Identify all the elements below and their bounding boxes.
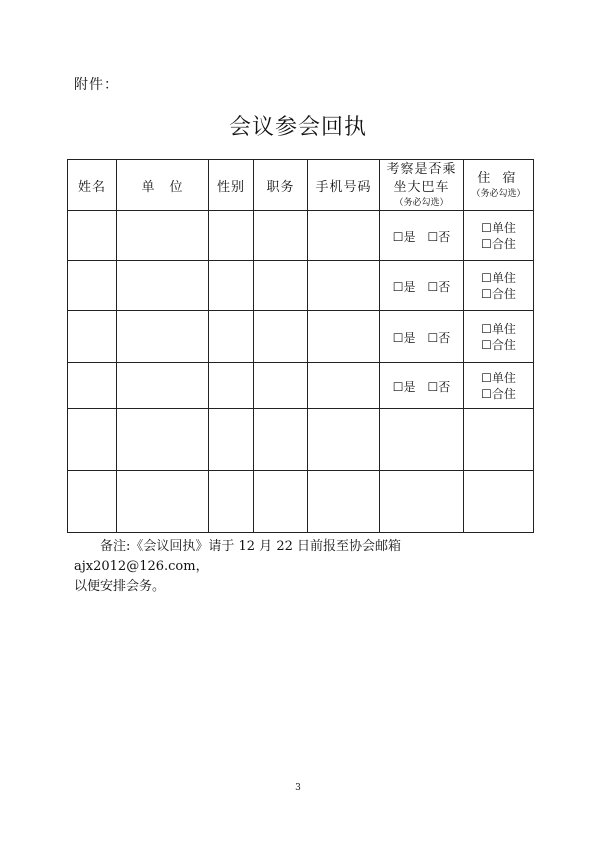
cell-stay [464, 409, 534, 471]
header-position: 职务 [254, 160, 308, 211]
checkbox-icon[interactable]: ☐ [392, 331, 404, 345]
checkbox-icon[interactable]: ☐ [427, 380, 439, 394]
stay-single-label: 单住 [491, 370, 516, 385]
cell-position[interactable] [254, 471, 308, 533]
cell-phone[interactable] [308, 211, 380, 261]
cell-name[interactable] [68, 363, 117, 409]
cell-position[interactable] [254, 409, 308, 471]
stay-shared-option[interactable] [481, 338, 516, 352]
header-name: 姓名 [68, 160, 117, 211]
checkbox-icon[interactable]: ☐ [481, 220, 492, 235]
cell-position[interactable] [254, 211, 308, 261]
cell-unit[interactable] [117, 261, 209, 311]
bus-yes-label: 是 [403, 230, 416, 244]
checkbox-icon[interactable]: ☐ [481, 386, 492, 401]
bus-yes-label: 是 [403, 280, 416, 294]
stay-single-label: 单住 [491, 321, 516, 336]
remark-line1: 备注:《会议回执》请于 12 月 22 日前报至协会邮箱 ajx2012@126.com， [74, 539, 401, 574]
stay-shared-option[interactable] [481, 287, 516, 301]
cell-phone[interactable] [308, 409, 380, 471]
cell-gender[interactable] [209, 363, 254, 409]
cell-phone[interactable] [308, 363, 380, 409]
cell-unit[interactable] [117, 409, 209, 471]
cell-unit[interactable] [117, 471, 209, 533]
cell-stay [464, 471, 534, 533]
page-number: 3 [295, 783, 301, 793]
cell-name[interactable] [68, 311, 117, 363]
cell-bus [380, 409, 464, 471]
header-phone: 手机号码 [308, 160, 380, 211]
cell-phone[interactable] [308, 261, 380, 311]
stay-single-option[interactable] [481, 371, 516, 385]
stay-single-option[interactable] [481, 221, 516, 235]
cell-gender[interactable] [209, 261, 254, 311]
stay-shared-label: 合住 [491, 337, 516, 352]
bus-no-label: 否 [438, 331, 451, 345]
attachment-label: 附件： [74, 77, 119, 93]
checkbox-icon[interactable]: ☐ [481, 370, 492, 385]
checkbox-icon[interactable]: ☐ [481, 337, 492, 352]
cell-gender[interactable] [209, 211, 254, 261]
bus-no-option[interactable] [428, 280, 451, 294]
cell-name[interactable] [68, 409, 117, 471]
header-bus-note: （务必勾选） [394, 198, 449, 208]
cell-gender[interactable] [209, 311, 254, 363]
bus-yes-option[interactable] [393, 380, 416, 394]
cell-stay [464, 363, 534, 409]
cell-stay [464, 211, 534, 261]
cell-name[interactable] [68, 471, 117, 533]
bus-no-label: 否 [438, 280, 451, 294]
bus-yes-label: 是 [403, 380, 416, 394]
stay-single-option[interactable] [481, 271, 516, 285]
stay-shared-label: 合住 [491, 286, 516, 301]
header-unit: 单 位 [117, 160, 209, 211]
bus-yes-option[interactable] [393, 280, 416, 294]
checkbox-icon[interactable]: ☐ [427, 280, 439, 294]
header-gender: 性别 [209, 160, 254, 211]
bus-no-label: 否 [438, 380, 451, 394]
bus-no-option[interactable] [428, 331, 451, 345]
cell-bus [380, 363, 464, 409]
cell-phone[interactable] [308, 471, 380, 533]
table-row [68, 409, 534, 471]
stay-shared-label: 合住 [491, 236, 516, 251]
header-stay-label: 住 宿 [477, 171, 520, 186]
stay-shared-label: 合住 [491, 386, 516, 401]
cell-phone[interactable] [308, 311, 380, 363]
cell-stay [464, 311, 534, 363]
registration-table [67, 159, 534, 533]
remark-line2: 以便安排会务。 [74, 579, 166, 594]
checkbox-icon[interactable]: ☐ [427, 230, 439, 244]
cell-position[interactable] [254, 363, 308, 409]
table-row [68, 471, 534, 533]
cell-bus [380, 471, 464, 533]
table-body [68, 211, 534, 533]
cell-unit[interactable] [117, 363, 209, 409]
table-row [68, 311, 534, 363]
stay-single-label: 单住 [491, 220, 516, 235]
bus-no-option[interactable] [428, 230, 451, 244]
stay-single-label: 单住 [491, 270, 516, 285]
form-title: 会议参会回执 [228, 115, 367, 140]
header-stay [464, 160, 534, 211]
checkbox-icon[interactable]: ☐ [481, 270, 492, 285]
bus-no-label: 否 [438, 230, 451, 244]
checkbox-icon[interactable]: ☐ [392, 280, 404, 294]
header-bus [380, 160, 464, 211]
cell-unit[interactable] [117, 211, 209, 261]
checkbox-icon[interactable]: ☐ [392, 230, 404, 244]
checkbox-icon[interactable]: ☐ [392, 380, 404, 394]
checkbox-icon[interactable]: ☐ [481, 236, 492, 251]
checkbox-icon[interactable]: ☐ [427, 331, 439, 345]
bus-yes-label: 是 [403, 331, 416, 345]
cell-bus [380, 311, 464, 363]
remark [74, 537, 534, 597]
cell-gender[interactable] [209, 471, 254, 533]
cell-position[interactable] [254, 311, 308, 363]
stay-shared-option[interactable] [481, 237, 516, 251]
bus-yes-option[interactable] [393, 230, 416, 244]
cell-bus [380, 261, 464, 311]
stay-single-option[interactable] [481, 322, 516, 336]
checkbox-icon[interactable]: ☐ [481, 321, 492, 336]
cell-unit[interactable] [117, 311, 209, 363]
cell-position[interactable] [254, 261, 308, 311]
header-stay-note: （务必勾选） [471, 189, 526, 199]
table-row [68, 261, 534, 311]
cell-bus [380, 211, 464, 261]
checkbox-icon[interactable]: ☐ [481, 286, 492, 301]
cell-name[interactable] [68, 211, 117, 261]
stay-shared-option[interactable] [481, 387, 516, 401]
table-row [68, 211, 534, 261]
cell-gender[interactable] [209, 409, 254, 471]
table-header-row [68, 160, 534, 211]
table-row [68, 363, 534, 409]
header-bus-line1: 考察是否乘 [386, 162, 457, 177]
bus-yes-option[interactable] [393, 331, 416, 345]
bus-no-option[interactable] [428, 380, 451, 394]
header-bus-line2: 坐大巴车 [393, 180, 450, 195]
cell-stay [464, 261, 534, 311]
cell-name[interactable] [68, 261, 117, 311]
